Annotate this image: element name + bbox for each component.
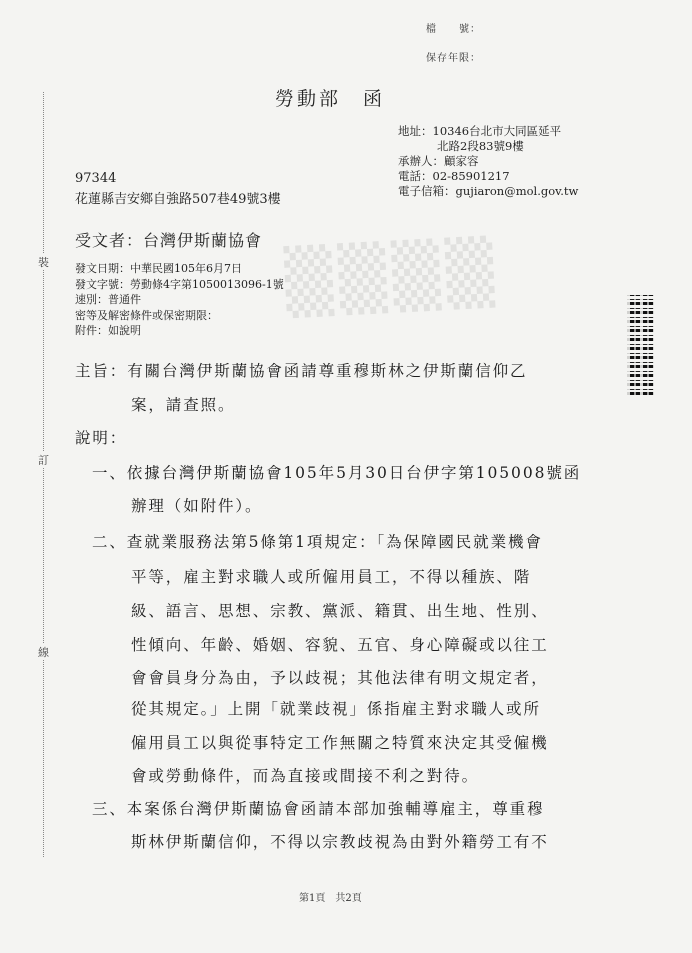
page-footer: 第1頁 共2頁 [299,893,362,904]
security-level: 密等及解密條件或保密期限： [75,308,218,322]
email: 電子信箱：gujiaron@mol.gov.tw [398,184,579,198]
contact-block [398,124,578,199]
item-2-line-4: 性傾向、年齡、婚姻、容貌、五官、身心障礙或以往工 [131,636,549,654]
barcode [627,295,654,395]
item-3-line-2: 斯林伊斯蘭信仰，不得以宗教歧視為由對外籍勞工有不 [131,833,549,851]
item-2-line-2: 平等，雇主對求職人或所僱用員工，不得以種族、階 [131,568,532,586]
item-2-line-1: 二、查就業服務法第5條第1項規定：「為保障國民就業機會 [92,533,543,551]
bleed-through-seal: ▒▒▒▒ [283,234,502,319]
item-2-line-8: 會或勞動條件，而為直接或間接不利之對待。 [131,767,480,785]
file-number-label: 檔 號： [426,24,481,35]
retention-period-label: 保存年限： [426,53,481,64]
subject-line-2: 案，請查照。 [131,396,236,414]
item-1-line-2: 辦理（如附件）。 [131,497,263,515]
item-3-line-1: 三、本案係台灣伊斯蘭協會函請本部加強輔導雇主，尊重穆 [92,800,545,818]
mailing-address: 花蓮縣吉安鄉自強路507巷49號3樓 [75,192,281,207]
binding-line [43,92,44,857]
phone: 電話：02-85901217 [398,169,510,183]
postcode: 97344 [75,171,117,186]
item-1-line-1: 一、依據台灣伊斯蘭協會105年5月30日台伊字第105008號函 [92,464,582,482]
item-2-line-5: 會會員身分為由，予以歧視；其他法律有明文規定者， [131,669,549,687]
subject-line-1: 主旨：有關台灣伊斯蘭協會函請尊重穆斯林之伊斯蘭信仰乙 [75,362,528,380]
attachment: 附件：如說明 [75,324,141,337]
item-2-line-3: 級、語言、思想、宗教、黨派、籍貫、出生地、性別、 [131,602,549,620]
document-title: 勞動部 函 [275,88,386,110]
issue-number: 發文字號：勞動條4字第1050013096-1號 [75,277,284,291]
handler: 承辦人：顧家容 [398,154,479,168]
issue-date: 發文日期：中華民國105年6月7日 [75,262,242,275]
item-2-line-6: 從其規定。」上開「就業歧視」係指雇主對求職人或所 [131,700,541,718]
address-line-1: 地址：10346台北市大同區延平 [398,124,562,138]
meta-block [75,261,284,339]
address-line-2: 北路2段83號9樓 [437,139,524,153]
recipient: 受文者：台灣伊斯蘭協會 [75,231,263,250]
binding-mark-xian: 線 [38,646,49,659]
item-2-line-7: 僱用員工以與從事特定工作無關之特質來決定其受僱機 [131,734,549,752]
speed: 速別：普通件 [75,293,141,306]
explanation-label: 說明： [75,429,128,447]
binding-mark-zhuang: 裝 [38,256,49,269]
binding-mark-ding: 訂 [38,454,49,467]
